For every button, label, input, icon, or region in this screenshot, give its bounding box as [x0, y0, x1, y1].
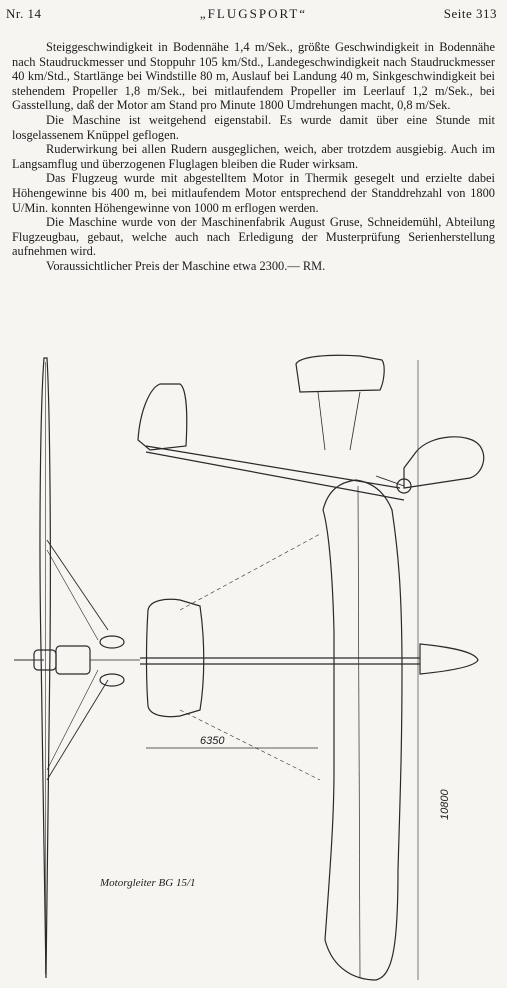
dim-span-label: 10800 [439, 789, 451, 820]
paragraph: Die Maschine wurde von der Maschinenfabrik August Gruse, Schneidemühl, Abteilung Flugzeugbau, gebaut, welche auch nach Erledigung der Musterprüfung Serienherstellung aufnehmen wird. [12, 215, 495, 259]
paragraph: Die Maschine ist weitgehend eigenstabil. Es wurde damit über eine Stunde mit losgelassenem Knüppel geflogen. [12, 112, 495, 142]
journal-title: „FLUGSPORT“ [199, 6, 308, 21]
paragraph: Steiggeschwindigkeit in Bodennähe 1,4 m/Sek., größte Geschwindigkeit in Bodennähe nach Staudruckmesser und Stoppuhr 105 km/Std., Landegeschwindigkeit nach Staudruckmesser 40 km/Std., Startlänge bei Windstille 80 m, Auslauf bei Landung 40 m, Sinkgeschwindigkeit bei stehendem Propeller 1,8 m/Sek., bei mitlaufendem Propeller im Leerlauf 1,2 m/Sek., bei Gasstellung, daß der Motor am Stand pro Minute 1800 Umdrehungen macht, 0,8 m/Sek. [12, 40, 495, 113]
three-view-drawing [0, 350, 507, 988]
page-number: Seite 313 [443, 6, 497, 21]
article-body [12, 40, 495, 274]
top-view-wing [323, 480, 478, 980]
paragraph: Das Flugzeug wurde mit abgestelltem Motor in Thermik gesegelt und erzielte dabei Höhengewinne bis 400 m, bei mitlaufendem Motor entsprechend der Standdrehzahl von 1800 U/Min. konnten Höhengewinne von 1000 m erflogen werden. [12, 171, 495, 215]
dim-length-label: 6350 [200, 735, 225, 747]
paragraph: Ruderwirkung bei allen Rudern ausgeglichen, weich, aber trotzdem ausgiebig. Auch im Langsamflug und überzogenen Fluglagen bleiben die Ruder wirksam. [12, 142, 495, 171]
figure-caption: Motorgleiter BG 15/1 [100, 877, 196, 889]
side-view [138, 355, 484, 500]
paragraph: Voraussichtlicher Preis der Maschine etwa 2300.— RM. [46, 258, 326, 273]
page-header [6, 6, 501, 26]
issue-number: Nr. 14 [6, 6, 42, 21]
top-view-fuselage [140, 534, 420, 780]
